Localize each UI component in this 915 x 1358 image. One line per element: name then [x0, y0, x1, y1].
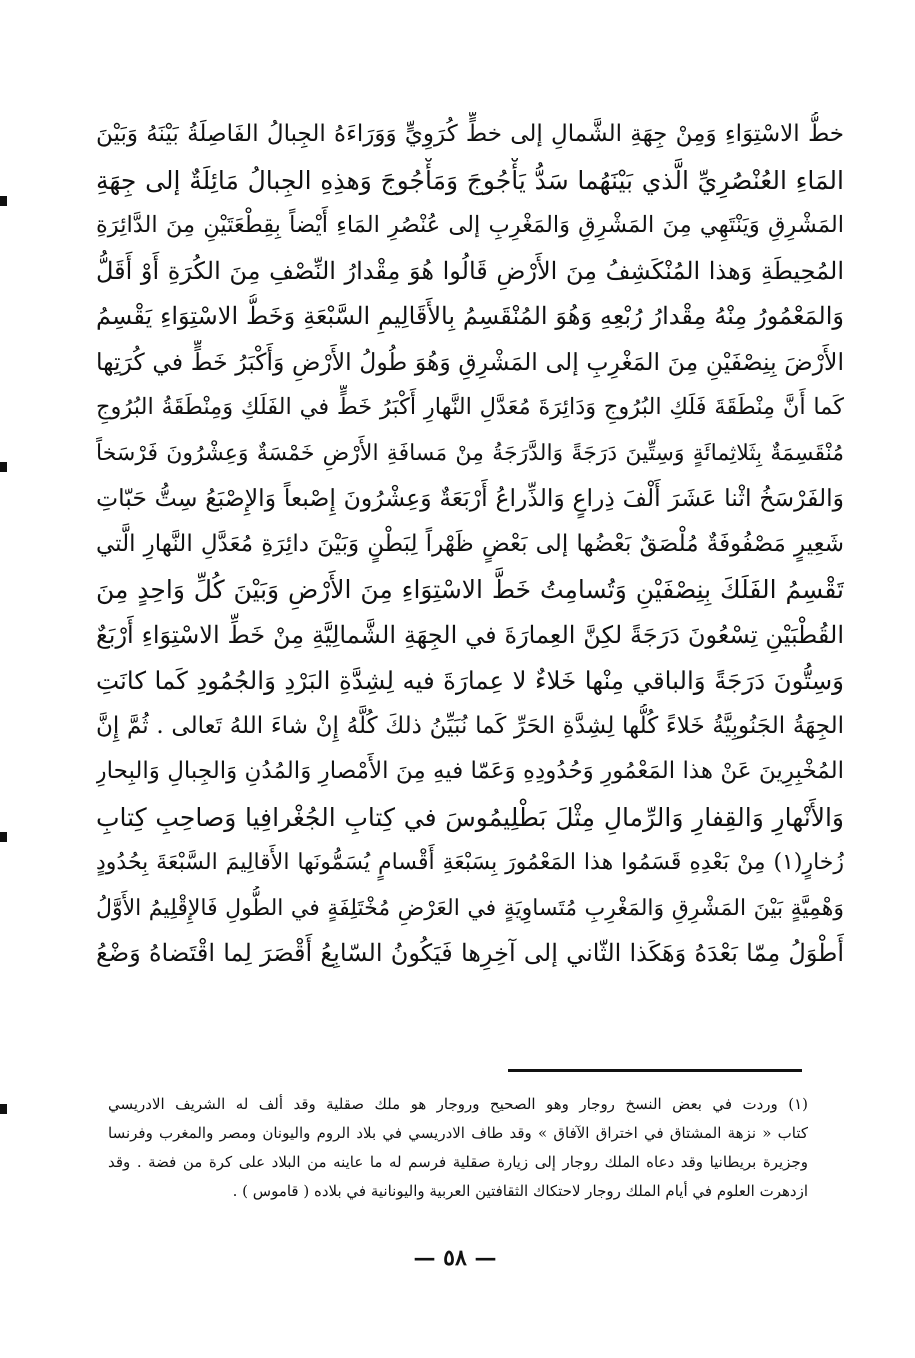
- body-line-with-footnote-ref: زُخارٍ(١) مِنْ بَعْدِهِ قَسَمُوا هذا المَعْمُورَ بِسَبْعَةِ أَقْسامٍ يُسَمُّونَها الأَقالِيمَ السَّبْعَةَ بِحُدُودٍ: [96, 850, 844, 875]
- footnote-block: [108, 1090, 808, 1206]
- scan-margin-mark: [0, 462, 7, 472]
- body-line: الأَرْضَ بِنِصْفَيْنِ مِنَ المَغْرِبِ إلى المَشْرِقِ وَهُوَ طُولُ الأَرْضِ وَأَكْبَرُ خَطٍّ في كُرَتِها: [96, 347, 844, 376]
- body-line: القُطْبَيْنِ تِسْعُونَ دَرَجَةً لكِنَّ العِمارَةَ في الجِهَةِ الشَّمالِيَّةِ مِنْ خَطِّ الاسْتِوَاءِ أَرْبَعٌ: [96, 620, 844, 649]
- body-line: وَهْمِيَّةٍ بَيْنَ المَشْرِقِ وَالمَغْرِبِ مُتَساوِيَةٍ في العَرْضِ مُخْتَلِفَةٍ في الطُّولِ فَالإِقْلِيمُ الأَوَّلُ: [96, 895, 844, 921]
- body-line: المَاءِ العُنْصُرِيِّ الَّذي بَيْنَهُما سَدُّ يَأْجُوجَ وَمَأْجُوجَ وَهذِهِ الجِبالُ مَائِلَةٌ إلى جِهَةِ: [96, 165, 844, 195]
- scan-margin-mark: [0, 832, 7, 842]
- footnote-line: (١) وردت في بعض النسخ روجار وهو الصحيح وروجار هو ملك صقلية وقد ألف له الشريف الادريسي: [108, 1095, 808, 1113]
- body-line: شَعِيرٍ مَصْفُوفَةٌ مُلْصَقٌ بَعْضُها إلى بَعْضٍ ظَهْراً لِبَطْنٍ وَبَيْنَ دائِرَةِ مُعَدَّلِ النَّهارِ الَّتي: [96, 530, 844, 557]
- scan-margin-mark: [0, 196, 7, 206]
- footnote-separator-rule: [508, 1069, 802, 1072]
- main-body-text: [96, 112, 844, 977]
- body-line: وَالأَنْهارِ وَالقِفارِ وَالرِّمالِ مِثْلَ بَطْلِيمُوسَ في كِتابِ الجُغْرافِيا وَصاحِبِ كِتابِ: [96, 802, 844, 832]
- page-number: — ٥٨ —: [413, 1245, 497, 1271]
- body-line: أَطْوَلُ مِمّا بَعْدَهُ وَهَكَذا الثّاني إلى آخِرِها فَيَكُونُ السّابِعُ أَقْصَرَ لِما اقْتَضاهُ وَضْعُ: [96, 939, 844, 967]
- footnote-line: ازدهرت العلوم في أيام الملك روجار لاحتكاك الثقافتين العربية واليونانية في بلاده ( قاموس ) .: [232, 1182, 808, 1200]
- body-line: المُخْبِرِينَ عَنْ هذا المَعْمُورِ وَحُدُودِهِ وَعَمّا فيهِ مِنَ الأَمْصارِ وَالمُدُنِ وَالجِبالِ وَالبِحارِ: [96, 758, 844, 784]
- body-line: وَسِتُّونَ دَرَجَةً وَالباقي مِنْها خَلاءٌ لا عِمارَةَ فيه لِشِدَّةِ البَرْدِ وَالجُمُودِ كَما كانَتِ: [96, 666, 844, 695]
- body-line: المُحِيطَةِ وَهذا المُنْكَشِفُ مِنَ الأَرْضِ قَالُوا هُوَ مِقْدارُ النِّصْفِ مِنَ الكُرَةِ أَوْ أَقَلُّ: [96, 256, 844, 285]
- body-line: تَقْسِمُ الفَلَكَ بِنِصْفَيْنِ وَتُسامِتُ خَطَّ الاسْتِوَاءِ مِنَ الأَرْضِ وَبَيْنَ كُلِّ وَاحِدٍ مِنَ: [96, 575, 844, 604]
- footnote-line: وجزيرة بريطانيا وقد دعاه الملك روجار إلى زيارة صقلية فرسم له ما عاينه من البلاد على كرة من فضة . وقد: [108, 1153, 808, 1171]
- body-line: المَشْرِقِ وَيَنْتَهِي مِنَ المَشْرِقِ وَالمَغْرِبِ إلى عُنْصُرِ المَاءِ أَيْضاً بِقِطْعَتَيْنِ مِنَ الدَّائِرَةِ: [96, 212, 844, 238]
- body-line: وَالفَرْسَخُ اثْنا عَشَرَ أَلْفَ ذِراعٍ وَالذِّراعُ أَرْبَعَةٌ وَعِشْرُونَ إِصْبعاً وَالإِصْبَعُ سِتُّ حَبّاتِ: [96, 484, 844, 512]
- body-line: كَما أَنَّ مِنْطَقَةَ فَلَكِ البُرُوجِ وَدَائِرَةَ مُعَدَّلِ النَّهارِ أَكْبَرُ خَطٍّ في الفَلَكِ وَمِنْطَقَةُ البُرُوجِ: [96, 394, 844, 420]
- body-line: الجِهَةُ الجَنُوبِيَّةُ خَلاءً كُلُّها لِشِدَّةِ الحَرِّ كَما نُبَيِّنُ ذلكَ كُلَّهُ إِنْ شاءَ اللهُ تَعالى . ثُمَّ إِنَّ: [96, 712, 844, 739]
- body-line: خطُّ الاسْتِوَاءِ وَمِنْ جِهَةِ الشَّمالِ إلى خطٍّ كُرَوِيٍّ وَوَرَاءَهُ الجِبالُ الفَاصِلَةُ بَيْنَهُ وَبَيْنَ: [96, 121, 844, 147]
- body-line: وَالمَعْمُورُ مِنْهُ مِقْدارُ رُبْعِهِ وَهُوَ المُنْقَسِمُ بِالأَقَالِيمِ السَّبْعَةِ وَخَطُّ الاسْتِوَاءِ يَقْسِمُ: [96, 302, 844, 330]
- scan-margin-mark: [0, 1104, 7, 1114]
- footnote-line: كتاب « نزهة المشتاق في اختراق الآفاق » وقد طاف الادريسي في بلاد الروم واليونان ومصر والمغرب وفرنسا: [108, 1124, 808, 1142]
- body-line: مُنْقَسِمَةٌ بِثَلاثِمائَةٍ وَسِتِّينَ دَرَجَةً وَالدَّرَجَةُ مِنْ مَسافَةِ الأَرْضِ خَمْسَةٌ وَعِشْرُونَ فَرْسَخاً: [96, 440, 844, 466]
